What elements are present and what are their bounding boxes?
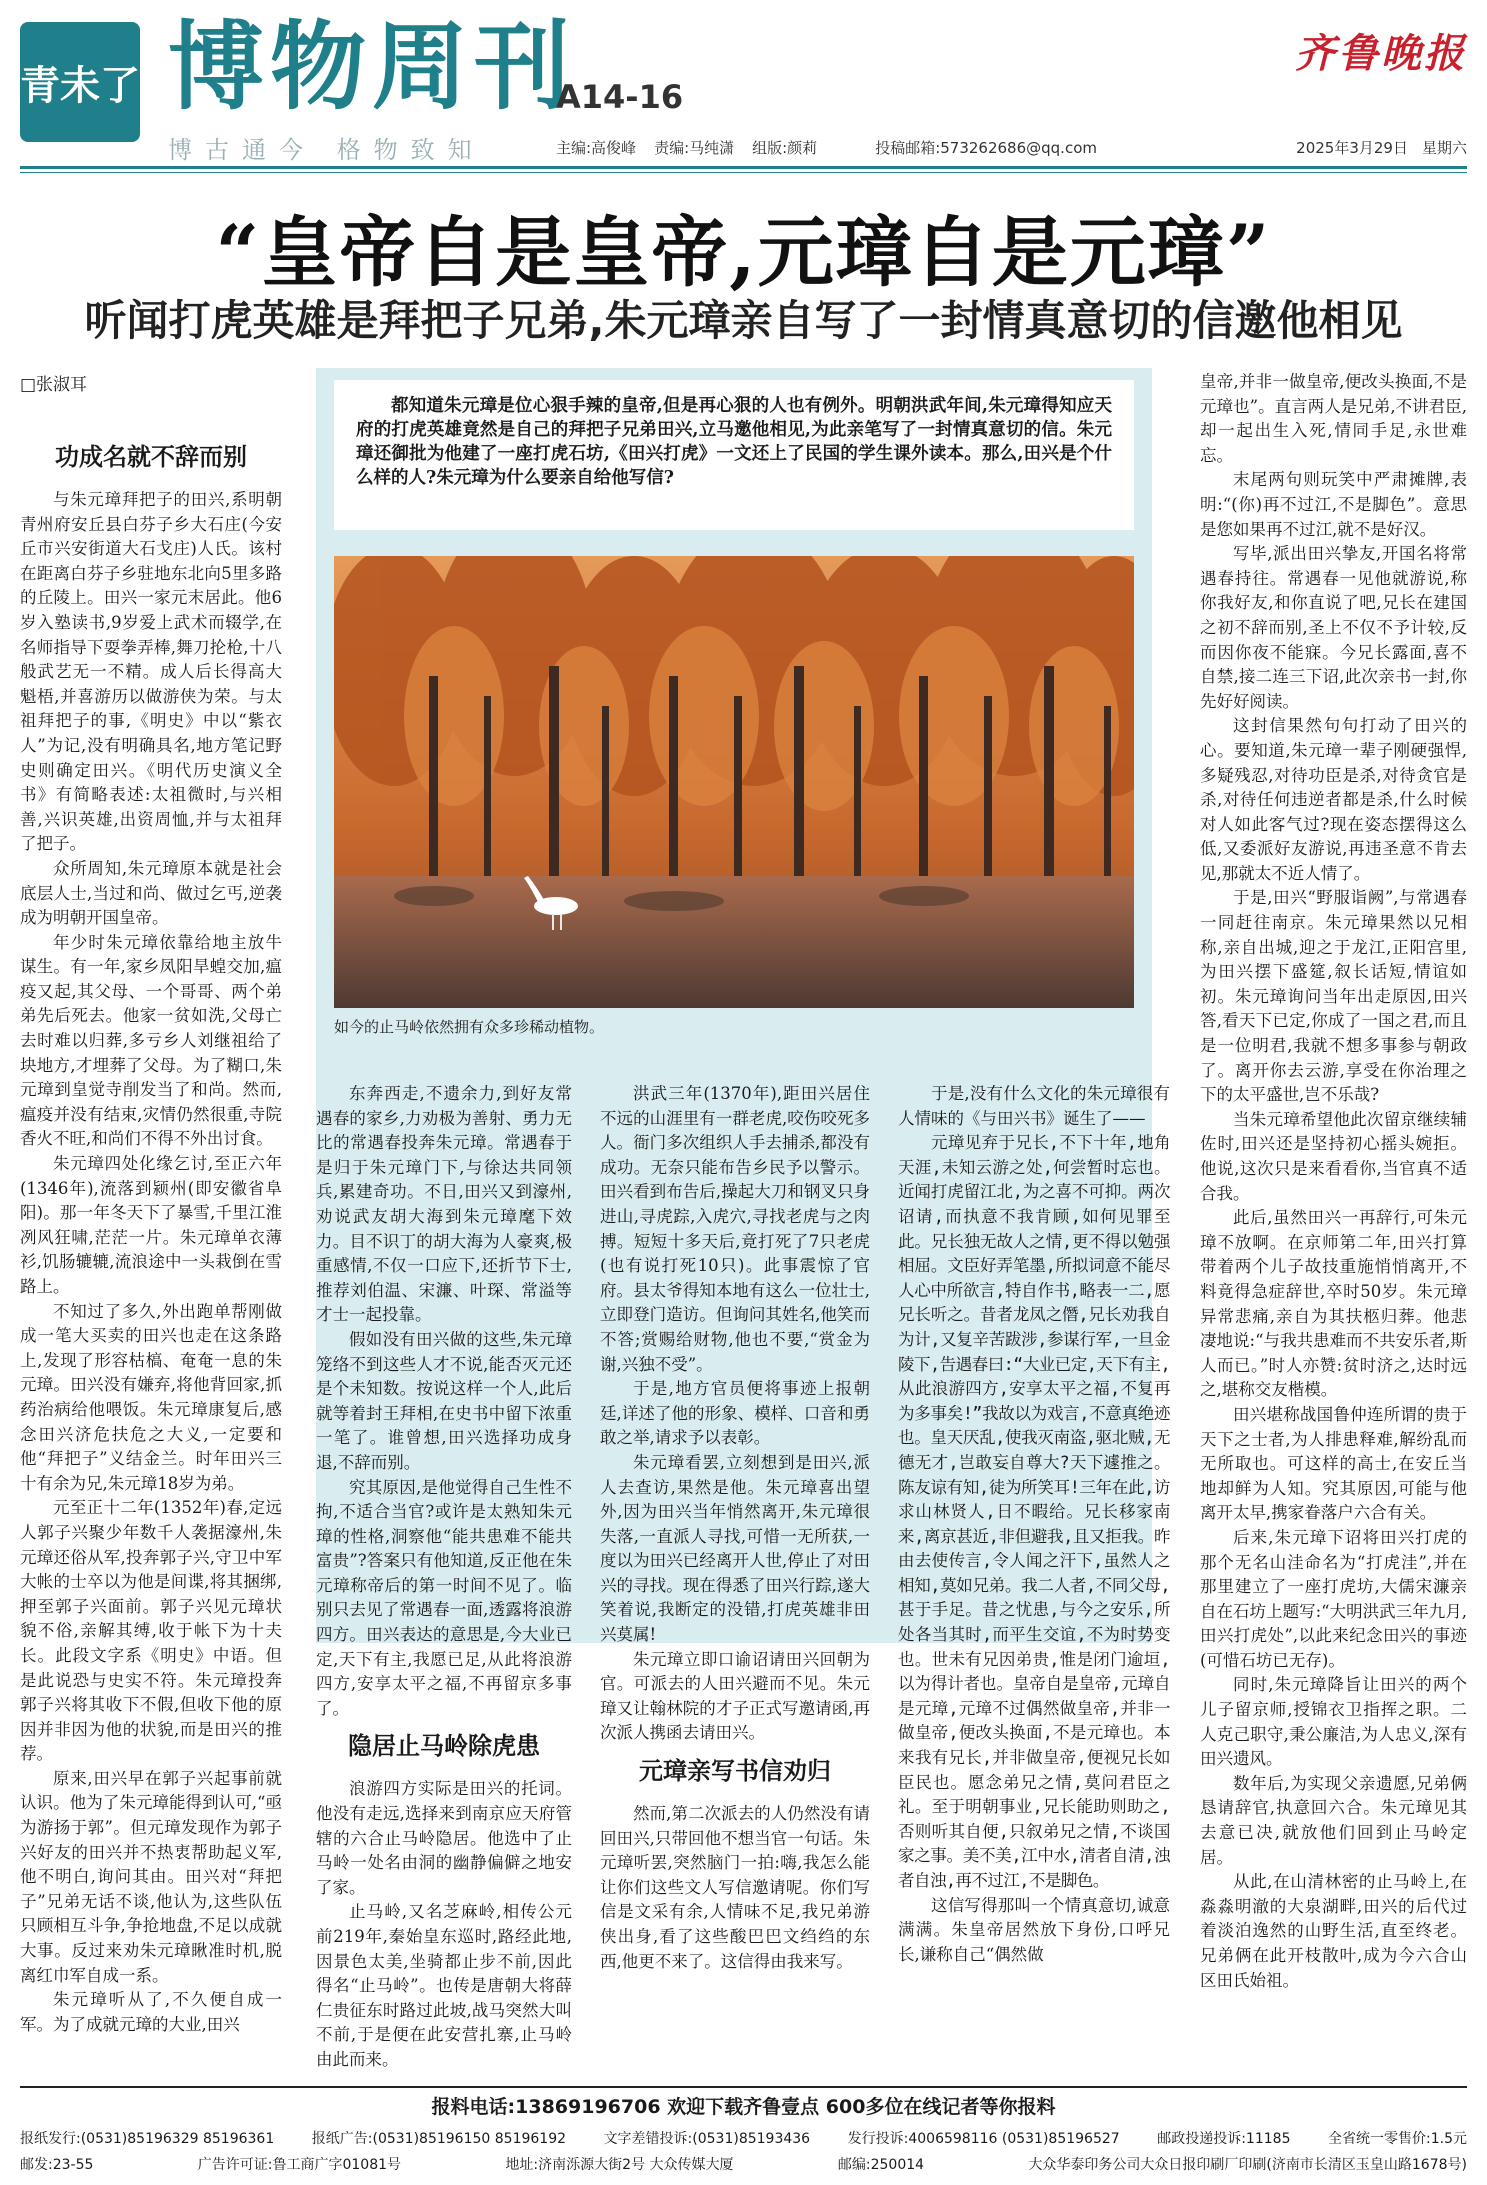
cypress-forest-illustration bbox=[334, 556, 1134, 1008]
duty-editor: 责编:马纯潇 bbox=[654, 139, 735, 157]
column-4 bbox=[898, 1082, 1170, 2086]
masthead-rule bbox=[20, 166, 1467, 169]
footer-item: 全省统一零售价:1.5元 bbox=[1328, 2131, 1467, 2147]
paragraph: 于是,田兴“野服诣阙”,与常遇春一同赶往南京。朱元璋果然以兄相称,亲自出城,迎之于龙江,正阳宫里,为田兴摆下盛筵,叙长话短,情谊如初。朱元璋询问当年出走原因,田兴答,看天下已定,你成了一国之君,而且是一位明君,我就不想多事参与朝政了。离开你去云游,享受在你治理之下的太平盛世,岂不乐哉? bbox=[1200, 888, 1467, 1105]
footer-item: 邮发:23-55 bbox=[20, 2157, 94, 2173]
submission-email: 投稿邮箱:573262686@qq.com bbox=[875, 139, 1097, 157]
footer-item: 邮编:250014 bbox=[837, 2157, 925, 2173]
paragraph: 原来,田兴早在郭子兴起事前就认识。他为了朱元璋能得到认可,“亟为游扬于郭”。但元璋发现作为郭子兴好友的田兴并不热衷帮助起义军,他不明白,询问其由。田兴对“拜把子”兄弟无话不谈,他认为,这些队伍只顾相互斗争,争抢地盘,不足以成就大事。反过来劝朱元璋瞅准时机,脱离红巾军自成一系。 bbox=[20, 1768, 282, 1985]
paragraph: 年少时朱元璋依靠给地主放牛谋生。有一年,家乡凤阳旱蝗交加,瘟疫又起,其父母、一个哥哥、两个弟弟先后死去。他家一贫如洗,父母亡去时难以归葬,多亏乡人刘继祖给了块地方,才埋葬了父母。为了糊口,朱元璋到皇觉寺削发当了和尚。然而,瘟疫并没有结束,灾情仍然很重,寺院香火不旺,和尚们不得不外出讨食。 bbox=[20, 932, 282, 1149]
footer-item: 邮政投递投诉:11185 bbox=[1157, 2131, 1291, 2147]
paragraph: 与朱元璋拜把子的田兴,系明朝青州府安丘县白芬子乡大石庄(今安丘市兴安街道大石戈庄)人氏。该村在距离白芬子乡驻地东北向5里多路的丘陵上。田兴一家元末居此。他6岁入塾读书,9岁爱上武术而辍学,在名师指导下耍拳弄棒,舞刀抡枪,十八般武艺无一不精。成人后长得高大魁梧,并喜游历以做游侠为荣。与太祖拜把子的事,《明史》中以“紫衣人”为记,没有明确具名,地方笔记野史则确定田兴。《明代历史演义全书》有简略表述:太祖微时,与兴相善,兴识英雄,出资周恤,并与太祖拜了把子。 bbox=[20, 490, 282, 854]
column-5 bbox=[1200, 370, 1467, 2086]
paragraph: 朱元璋看罢,立刻想到是田兴,派人去查访,果然是他。朱元璋喜出望外,因为田兴当年悄然离开,朱元璋很失落,一直派人寻找,可惜一无所获,一度以为田兴已经离开人世,停止了对田兴的寻找。现在得悉了田兴行踪,遂大笑着说,我断定的没错,打虎英雄非田兴莫属! bbox=[600, 1452, 870, 1645]
paragraph: 洪武三年(1370年),距田兴居住不远的山涯里有一群老虎,咬伤咬死多人。衙门多次组织人手去捕杀,都没有成功。无奈只能布告乡民予以警示。田兴看到布告后,操起大刀和钢叉只身进山,寻虎踪,入虎穴,寻找老虎与之肉搏。短短十多天后,竟打死了7只老虎(也有说打死10只)。此事震惊了官府。县太爷得知本地有这么一位壮士,立即登门造访。但询问其姓名,他笑而不答;赏赐给财物,他也不要,“赏金为谢,兴独不受”。 bbox=[600, 1084, 870, 1374]
paragraph: 皇帝,并非一做皇帝,便改头换面,不是元璋也”。直言两人是兄弟,不讲君臣,却一起出生入死,情同手足,永世难忘。 bbox=[1200, 372, 1467, 465]
paragraph: 朱元璋立即口谕诏请田兴回朝为官。可派去的人田兴避而不见。朱元璋又让翰林院的才子正式写邀请函,再次派人携函去请田兴。 bbox=[600, 1649, 870, 1743]
layout-editor: 组版:颜莉 bbox=[752, 139, 818, 157]
footer-rule bbox=[20, 2086, 1467, 2088]
column-2 bbox=[316, 1082, 572, 2086]
footer-item: 报纸广告:(0531)85196150 85196192 bbox=[311, 2131, 567, 2147]
paragraph: 从此,在山清林密的止马岭上,在淼淼明澈的大泉湖畔,田兴的后代过着淡泊逸然的山野生活,直至终老。兄弟俩在此开枝散叶,成为今六合山区田氏始祖。 bbox=[1200, 1872, 1467, 1990]
chief-editor: 主编:高俊峰 bbox=[556, 139, 637, 157]
masthead-rule-thin bbox=[20, 172, 1467, 173]
photo-caption: 如今的止马岭依然拥有众多珍稀动植物。 bbox=[334, 1018, 605, 1036]
paragraph: 后来,朱元璋下诏将田兴打虎的那个无名山洼命名为“打虎洼”,并在那里建立了一座打虎坊,大儒宋濂亲自在石坊上题写:“大明洪武三年九月,田兴打虎处”,以此来纪念田兴的事迹(可惜石坊已无存)。 bbox=[1200, 1527, 1467, 1670]
news-hotline: 报料电话:13869196706 欢迎下载齐鲁壹点 600多位在线记者等你报料 bbox=[431, 2096, 1056, 2118]
footer-item: 广告许可证:鲁工商广字01081号 bbox=[197, 2157, 402, 2173]
section-heading-3: 元璋亲写书信劝归 bbox=[639, 1756, 831, 1786]
byline: □张淑耳 bbox=[20, 375, 88, 395]
paragraph: 当朱元璋希望他此次留京继续辅佐时,田兴还是坚持初心摇头婉拒。他说,这次只是来看看你,当官真不适合我。 bbox=[1200, 1109, 1467, 1203]
footer-item: 发行投诉:4006598116 (0531)85196527 bbox=[847, 2131, 1120, 2147]
paragraph: 于是,地方官员便将事迹上报朝廷,详述了他的形象、模样、口音和勇敢之举,请求予以表彰。 bbox=[600, 1379, 870, 1448]
article-intro: 都知道朱元璋是位心狠手辣的皇帝,但是再心狠的人也有例外。明朝洪武年间,朱元璋得知应天府的打虎英雄竟然是自己的拜把子兄弟田兴,立马邀他相见,为此亲笔写了一封情真意切的信。朱元璋还御批为他建了一座打虎石坊,《田兴打虎》一文还上了民国的学生课外读本。那么,田兴是个什么样的人?朱元璋为什么要亲自给他写信? bbox=[334, 380, 1134, 530]
footer-contacts bbox=[20, 2128, 1467, 2148]
footer-publisher bbox=[20, 2154, 1467, 2174]
footer-item: 地址:济南泺源大街2号 大众传媒大厦 bbox=[505, 2157, 734, 2173]
date: 2025年3月29日 bbox=[1296, 139, 1408, 157]
weekday: 星期六 bbox=[1421, 139, 1467, 157]
section-title: 博物周刊 bbox=[168, 10, 576, 123]
paragraph: 止马岭,又名芝麻岭,相传公元前219年,秦始皇东巡时,路经此地,因景色太美,坐骑都止步不前,因此得名“止马岭”。也传是唐朝大将薛仁贵征东时路过此坡,战马突然大叫不前,于是便在此安营扎寨,止马岭由此而来。 bbox=[316, 1902, 572, 2069]
newspaper-logo: 齐鲁晚报 bbox=[1295, 30, 1467, 77]
page-number: A14-16 bbox=[556, 78, 684, 116]
paragraph: 数年后,为实现父亲遗愿,兄弟俩恳请辞官,执意回六合。朱元璋见其去意已决,就放他们回到止马岭定居。 bbox=[1200, 1773, 1467, 1867]
paragraph: 元至正十二年(1352年)春,定远人郭子兴聚少年数千人袭据濠州,朱元璋还俗从军,投奔郭子兴,守卫中军大帐的士卒以为他是间谍,将其捆绑,押至郭子兴面前。郭子兴见元璋状貌不俗,亲解其缚,收于帐下为十夫长。此段文字系《明史》中语。但是此说恐与史实不符。朱元璋投奔郭子兴将其收下不假,但收下他的原因并非因为他的状貌,而是田兴的推荐。 bbox=[20, 1498, 282, 1764]
paragraph: 朱元璋听从了,不久便自成一军。为了成就元璋的大业,田兴 bbox=[20, 1990, 282, 2034]
footer-item: 报纸发行:(0531)85196329 85196361 bbox=[20, 2131, 275, 2147]
article-subheadline: 听闻打虎英雄是拜把子兄弟,朱元璋亲自写了一封情真意切的信邀他相见 bbox=[84, 296, 1403, 345]
editor-credits bbox=[556, 137, 1097, 158]
paragraph: 写毕,派出田兴挚友,开国名将常遇春持往。常遇春一见他就游说,称你我好友,和你直说了吧,兄长在建国之初不辞而别,圣上不仅不予计较,反而因你夜不能寐。今兄长露面,喜不自禁,接二连三下诏,此次亲书一封,你先好好阅读。 bbox=[1200, 544, 1467, 711]
section-motto: 博古通今 格物致知 bbox=[168, 136, 485, 164]
paragraph: 这信写得那叫一个情真意切,诚意满满。朱皇帝居然放下身份,口呼兄长,谦称自己“偶然做 bbox=[898, 1895, 1170, 1964]
paragraph: 此后,虽然田兴一再辞行,可朱元璋不放啊。在京师第二年,田兴打算带着两个儿子故技重施悄悄离开,不料竟得急症辞世,卒时50岁。朱元璋异常悲痛,亲自为其扶柩归葬。他悲凄地说:“与我共患难而不共安乐者,斯人而已。”时人亦赞:贫时济之,达时远之,堪称交友楷模。 bbox=[1200, 1208, 1467, 1400]
section-heading-1: 功成名就不辞而别 bbox=[55, 442, 247, 471]
paragraph: 于是,没有什么文化的朱元璋很有人情味的《与田兴书》诞生了—— bbox=[898, 1084, 1170, 1128]
column-1 bbox=[20, 432, 282, 2086]
paragraph: 众所周知,朱元璋原本就是社会底层人士,当过和尚、做过乞丐,逆袭成为明朝开国皇帝。 bbox=[20, 858, 282, 928]
section-heading-2: 隐居止马岭除虎患 bbox=[348, 1731, 540, 1761]
article-headline: “皇帝自是皇帝,元璋自是元璋” bbox=[215, 208, 1272, 297]
paragraph: 东奔西走,不遗余力,到好友常遇春的家乡,力劝极为善射、勇力无比的常遇春投奔朱元璋。常遇春于是归于朱元璋门下,与徐达共同领兵,累建奇功。不日,田兴又到濠州,劝说武友胡大海到朱元璋麾下效力。目不识丁的胡大海为人豪爽,极重感情,不仅一口应下,还折节下士,推荐刘伯温、宋濂、叶琛、常溢等才士一起投靠。 bbox=[316, 1084, 572, 1325]
article-photo bbox=[334, 556, 1134, 1008]
column-3 bbox=[600, 1082, 870, 2086]
paragraph: 不知过了多久,外出跑单帮刚做成一笔大买卖的田兴也走在这条路上,发现了形容枯槁、奄奄一息的朱元璋。田兴没有嫌弃,将他背回家,抓药治病给他喂饭。朱元璋康复后,感念田兴济危扶危之大义,一定要和他“拜把子”义结金兰。时年田兴三十有余为兄,朱元璋18岁为弟。 bbox=[20, 1301, 282, 1493]
paragraph: 这封信果然句句打动了田兴的心。要知道,朱元璋一辈子刚硬强悍,多疑残忍,对待功臣是杀,对待贪官是杀,对待任何违逆者都是杀,什么时候对人如此客气过?现在姿态摆得这么低,又委派好友游说,再违圣意不肯去见,那就太不近人情了。 bbox=[1200, 716, 1467, 883]
paragraph: 田兴堪称战国鲁仲连所谓的贵于天下之士者,为人排患释难,解纷乱而无所取也。可这样的高士,在安丘当地却鲜为人知。究其原因,可能与他离开太早,携家眷落户六合有关。 bbox=[1200, 1404, 1467, 1523]
paragraph: 同时,朱元璋降旨让田兴的两个儿子留京师,授锦衣卫指挥之职。二人克己职守,秉公廉洁,为人忠义,深有田兴遗风。 bbox=[1200, 1675, 1467, 1769]
qingweiliao-logo: 青未了 bbox=[20, 22, 140, 142]
paragraph: 假如没有田兴做的这些,朱元璋笼络不到这些人才不说,能否灭元还是个未知数。按说这样一个人,此后就等着封王拜相,在史书中留下浓重一笔了。谁曾想,田兴选择功成身退,不辞而别。 bbox=[316, 1329, 572, 1472]
letter-text: 元璋见弃于兄长,不下十年,地角天涯,未知云游之处,何尝暂时忘也。近闻打虎留江北,为之喜不可抑。两次诏请,而执意不我肯顾,如何见罪至此。兄长独无故人之情,更不得以勉强相屈。文臣好弄笔墨,所拟词意不能尽人心中所欲言,特自作书,略表一二,愿兄长听之。昔者龙凤之僭,兄长劝我自为计,又复辛苦跋涉,参谋行军,一旦金陵下,告遇春曰:“大业已定,天下有主,从此浪游四方,安享太平之福,不复再为多事矣!”我故以为戏言,不意真绝迹也。皇天厌乱,使我灭南盗,驱北贼,无德无才,岂敢妄自尊大?天下遽推之。陈友谅有知,徒为所笑耳!三年在此,访求山林贤人,日不暇给。兄长移家南来,离京甚近,非但避我,且又拒我。昨由去使传言,令人闻之汗下,虽然人之相知,莫如兄弟。我二人者,不同父母,甚于手足。昔之忧患,与今之安乐,所处各当其时,而平生交谊,不为时势变也。世未有兄因弟贵,惟是闭门逾垣,以为得计者也。皇帝自是皇帝,元璋自是元璋,元璋不过偶然做皇帝,并非一做皇帝,便改头换面,不是元璋也。本来我有兄长,并非做皇帝,便视兄长如臣民也。愿念弟兄之情,莫问君臣之礼。至于明朝事业,兄长能助则助之,否则听其自便,只叙弟兄之情,不谈国家之事。美不美,江中水,清者自清,浊者自浊,再不过江,不是脚色。 bbox=[898, 1133, 1170, 1890]
footer-item: 大众华泰印务公司大众日报印刷厂印刷(济南市长清区玉皇山路1678号) bbox=[1028, 2157, 1467, 2173]
paragraph: 然而,第二次派去的人仍然没有请回田兴,只带回他不想当官一句话。朱元璋听罢,突然脑门一拍:嗨,我怎么能让你们这些文人写信邀请呢。你们写信是文采有余,人情味不足,我兄弟游侠出身,看了这些酸巴巴文绉绉的东西,他更不来了。这信得由我来写。 bbox=[600, 1804, 870, 1971]
issue-date bbox=[1296, 137, 1467, 158]
footer-item: 文字差错投诉:(0531)85193436 bbox=[603, 2131, 811, 2147]
paragraph: 末尾两句则玩笑中严肃摊牌,表明:“(你)再不过江,不是脚色”。意思是您如果再不过江,就不是好汉。 bbox=[1200, 470, 1467, 539]
paragraph: 究其原因,是他觉得自己生性不拘,不适合当官?或许是太熟知朱元璋的性格,洞察他“能共患难不能共富贵”?答案只有他知道,反正他在朱元璋称帝后的第一时间不见了。临别只去见了常遇春一面,透露将浪游四方。田兴表达的意思是,今大业已定,天下有主,我愿已足,从此将浪游四方,安享太平之福,不再留京多事了。 bbox=[316, 1477, 572, 1718]
paragraph: 浪游四方实际是田兴的托词。他没有走远,选择来到南京应天府管辖的六合止马岭隐居。他选中了止马岭一处名由洞的幽静偏僻之地安了家。 bbox=[316, 1779, 572, 1897]
paragraph: 朱元璋四处化缘乞讨,至正六年(1346年),流落到颍州(即安徽省阜阳)。那一年冬天下了暴雪,千里江淮冽风狂啸,茫茫一片。朱元璋单衣薄衫,饥肠辘辘,流浪途中一头栽倒在雪路上。 bbox=[20, 1154, 282, 1296]
